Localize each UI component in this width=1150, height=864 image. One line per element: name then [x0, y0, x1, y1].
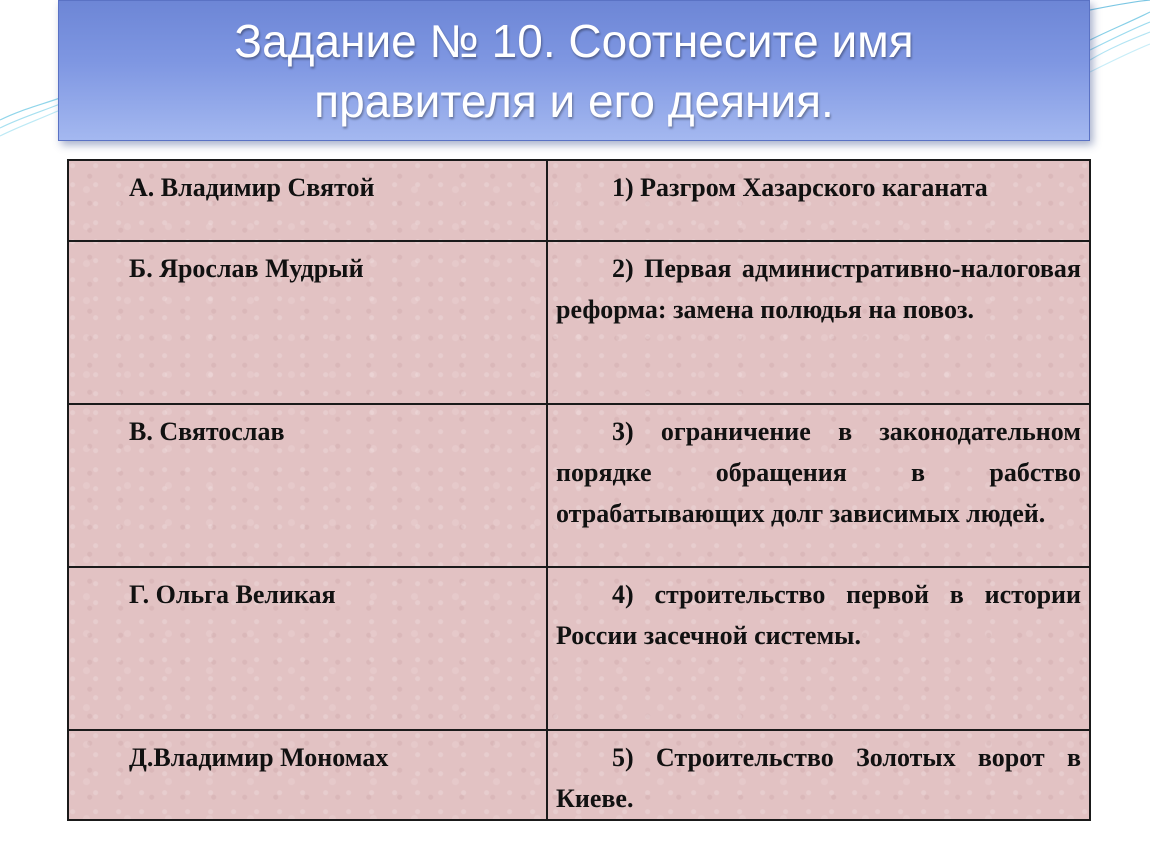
ruler-deed: 1) Разгром Хазарского каганата — [547, 160, 1090, 241]
ruler-deed: 3) ограничение в законодательном порядке обращения в рабство отрабатывающих долг зависимых людей. — [547, 404, 1090, 567]
table-row — [68, 241, 1090, 404]
ruler-name: В. Святослав — [68, 404, 547, 567]
matching-table — [67, 159, 1091, 821]
ruler-deed: 2) Первая административно-налоговая реформа: замена полюдья на повоз. — [547, 241, 1090, 404]
ruler-name: Д.Владимир Мономах — [68, 730, 547, 820]
title-banner — [58, 0, 1090, 141]
ruler-deed: 4) строительство первой в истории России засечной системы. — [547, 567, 1090, 730]
table-row — [68, 404, 1090, 567]
ruler-name: Б. Ярослав Мудрый — [68, 241, 547, 404]
table-row — [68, 567, 1090, 730]
slide-title: Задание № 10. Соотнесите имя правителя и его деяния. — [234, 14, 914, 127]
table-row — [68, 730, 1090, 820]
ruler-name: Г. Ольга Великая — [68, 567, 547, 730]
ruler-deed: 5) Строительство Золотых ворот в Киеве. — [547, 730, 1090, 820]
table-row — [68, 160, 1090, 241]
ruler-name: А. Владимир Святой — [68, 160, 547, 241]
